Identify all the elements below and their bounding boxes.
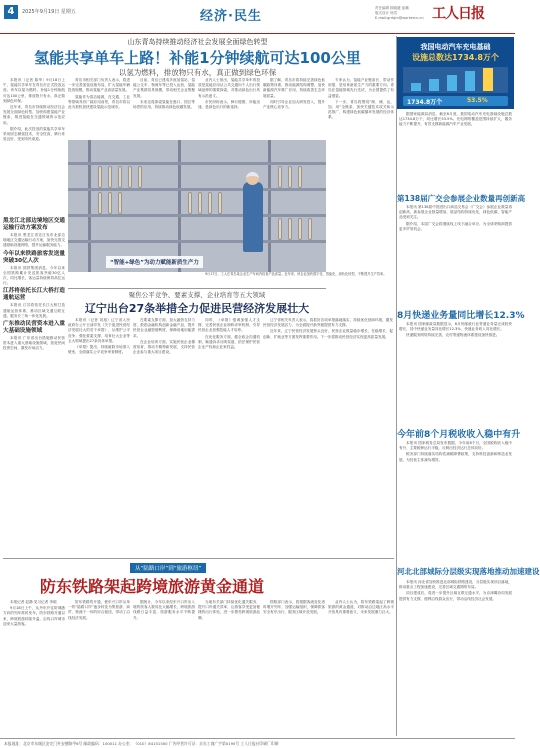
right-news-column-1: 本报讯 第138届中国进出口商品交易会（广交会）参展企业数量再创新高，新参展企业数量增加，展品结构持续优化，绿色低碳、智能产品受到关注。 据介绍，本届广交会将继续线上线下融合举办，为全球采购商提供更多贸易机会。 xyxy=(399,205,512,231)
brief-title: 今年以来铁路旅客发送量突破30亿人次 xyxy=(3,250,65,264)
right-news-column-0: 据国家能源局消息，截至8月底，我国电动汽车充电基础设施总数达1734.8万个，同比增长53.5%。充电网络覆盖范围持续扩大，服务能力不断提升，有效支撑新能源汽车产业发展。 xyxy=(399,112,512,127)
photo-caption-tag: “智能+绿色”为动力赋能新质生产力 xyxy=(106,256,203,268)
railway-column-3: 据统计，今年以来经东兴口岸出入境的旅客人数同比大幅增长，跨境旅游线路日益丰富，旅游服务水平不断提升。 xyxy=(133,600,195,620)
ad-badge xyxy=(403,96,508,106)
lead-subhead: 以氢为燃料，排放物只有水，真正做到绿色环保 xyxy=(118,68,277,77)
designer-line: 版式设计 杨雪 xyxy=(375,11,398,15)
liaoning-column-3: 同时，《举措》强调加强人才支撑，完善民营企业职称评审机制，引导民营企业加强技能人才培养。 在优化服务方面，健全政企沟通机制，畅通诉求反映渠道，依法保护民营企业产权和企业家权益。 xyxy=(198,318,260,350)
right-news-title-4: 河北北部城际分层级实现落地推动加速建设 xyxy=(397,567,540,576)
photo-caption: 9月17日，工人在青岛某企业生产车间内检查产品质量。近年来，该企业加快数字化、智能化、绿色化转型，不断提升生产效率。 xyxy=(205,272,387,276)
brief-title: 黑龙江北部边境地区交通运输行动方案发布 xyxy=(3,218,65,231)
issue-date: 2025年9月19日 星期五 xyxy=(22,9,76,15)
editor-line: 责任编辑 顾晓婕 崔鹏 xyxy=(375,6,409,10)
newspaper-logo: 工人日报 xyxy=(432,6,484,22)
liaoning-column-4: 辽宁省相关负责人表示，将抓好各项举措落地落实，持续优化营商环境，激发民营经济发展活力，为全面振兴新突破提供有力支撑。 近年来，辽宁民营经济发展势头良好，民营企业数量稳步增长，在稳增长、促创新、扩就业等方面发挥重要作用。下一步将推动民营经济实现更高质量发展。 xyxy=(263,318,393,339)
ad-badge-value: 1734.8万个 xyxy=(407,99,443,106)
lead-column-3: 目前，青岛已建成多座加氢站，氢能公交车、物流车等已投入运营，氢能产业集群初具规模，带动相关企业集聚发展。 未来还将探索氢能在港口、园区等场景的应用，持续推动绿色低碳发展。 xyxy=(133,78,195,110)
railway-column-4: 当地有关部门持续优化通关服务，提升口岸通关效率，让游客享受更加便捷的出行体验，进一步擦亮跨境旅游品牌。 xyxy=(198,600,260,620)
ad-subtitle: 设施总数达1734.8万个 xyxy=(412,53,499,62)
liaoning-column-1: 本报讯（记者 刘旭）辽宁省人民政府办公厅日前印发《关于促进民营经济发展壮大的若干举措》，从维护公平竞争、强化要素支撑、培育壮大企业等五大领域提出27条具体举措。 《举措》提出，持续破除市场准入壁垒，全面落实公平竞争审查制度。 xyxy=(68,318,130,355)
railway-column-6: 业内人士认为，防东铁路架起了跨境旅游的黄金通道，对推动沿边地区高水平开放具有重要意义，未来发展潜力巨大。 xyxy=(328,600,394,615)
masthead xyxy=(0,0,515,34)
railway-column-5: 铁路部门表示，将根据客流变化适时增开列车，加强运输组织，保障旅客安全有序出行，服务区域开放发展。 xyxy=(263,600,325,615)
email-line: E-mail:grrbjm@workercn.cn xyxy=(375,16,424,20)
liaoning-headline: 辽宁出台27条举措全力促进民营经济发展壮大 xyxy=(84,302,310,315)
ad-title: 我国电动汽车充电基础 xyxy=(420,43,491,51)
right-news-title-3: 今年前8个月税收收入稳中有升 xyxy=(397,430,521,440)
liaoning-kicker: 聚焦公平竞争、要素支撑、企业培育等五大领域 xyxy=(128,291,266,299)
right-news-column-2: 本报讯 国家邮政局数据显示，8月份邮政行业寄递业务量完成较快增长，其中快递业务量同比增长12.3%，快递业务收入同比增长。 快递服务网络持续完善，农村寄递物流体系建设加快推进。 xyxy=(399,322,512,338)
right-news-column-3: 本报讯 国家税务总局发布数据，今年前8个月，全国税收收入稳中有升，主要税种运行平稳，反映出经济运行总体向好。 税务部门持续落实结构性减税降费政策，支持科技创新和制造业发展，为经营主体减负增效。 xyxy=(399,441,512,462)
left-briefs-column: 黑龙江北部边境地区交通运输行动方案发布 本报讯 黑龙江省近日发布北部边境地区交通运输行动方案，加快完善交通基础设施网络，提升运输服务能力。 今年以来铁路旅客发送量突破30亿人次 本报讯 国铁集团消息，今年以来全国铁路累计发送旅客突破30亿人次，同比增长，客运量持续保持高位运行。 江苏将依托长江大桥打造通航运营 本报讯 江苏将依托长江大桥打造通航运营体系，推动区域交通互联互通，服务长三角一体化发展。 广东推动民营资本进入重大基础设施领域 本报讯 广东省出台措施推动民营资本进入重大基础设施领域，拓宽民间投资空间，激发市场活力。 xyxy=(3,218,65,351)
lead-column-1: 本报讯（记者 陈华）9月18日上午，氢能共享单车在青岛市正式投放运营。该车以氢为燃料，补能1分钟续航可达100公里，排放物只有水，真正做到绿色环保。 近年来，青岛市持续推动经济社会发展全面绿色转型，加快构建氢能产业链条，推进氢能在交通领域的示范应用。 据介绍，此次投放的氢能共享单车采用固态储氢技术，安全性高，骑行体验良好，受到市民欢迎。 xyxy=(3,78,65,142)
lead-column-4: 业内人士指出，氢能共享单车的投放是氢能应用从公共交通向个人出行领域延伸的重要探索，对推动绿色出行具有示范意义。 市民纷纷表示，骑行便捷、补能迅速，是绿色出行的新选择。 xyxy=(198,78,260,110)
section-title: 经济·民生 xyxy=(200,9,262,24)
lead-column-6: 专家认为，氢能产业链条长、带动作用强，是培育新质生产力的重要方向。青岛在氢能领域先行先试，为全国提供了有益借鉴。 下一步，青岛将围绕“制、储、运、加、用”全链条，加快关键技术攻关和示范推广，构建绿色低碳循环发展的经济体系。 xyxy=(328,78,394,120)
worker-figure xyxy=(243,182,263,252)
brief-title: 广东推动民营资本进入重大基础设施领域 xyxy=(3,321,65,335)
brief-title: 江苏将依托长江大桥打造通航运营 xyxy=(3,288,65,302)
worker-head xyxy=(246,172,259,185)
railway-column-2: 防东铁路的开通，使东兴口岸从单一的“陆路口岸”逐步转变为集旅游、商贸、物流于一体的综合枢纽，带动了沿线经济发展。 xyxy=(68,600,130,620)
ad-chart-area xyxy=(403,67,508,93)
ev-charging-ad xyxy=(397,37,514,109)
right-news-title-1: 第138届广交会参展企业数量再创新高 xyxy=(397,194,526,203)
lead-photo xyxy=(68,140,326,272)
editor-info xyxy=(375,6,424,21)
right-news-column-4: 本报讯 河北省加快推进北部城际铁路建设，分层级实现项目落地，推动重点工程加速建设，完善区域交通网络布局。 项目建成后，将进一步提升区域互联互通水平，为京津冀协同发展提供有力支撑，便利沿线群众出行，带动沿线经济社会发展。 xyxy=(399,580,512,601)
lead-kicker: 山东青岛持续推动经济社会发展全面绿色转型 xyxy=(127,38,268,46)
right-news-title-2: 8月快递业务量同比增长12.3% xyxy=(397,311,525,321)
lead-column-5: 据了解，青岛市将持续完善绿色低碳政策体系，推动能源结构调整，加快新能源汽车推广应用，持续改善生态环境质量。 同时引导企业加大研发投入，提升产业核心竞争力。 xyxy=(263,78,325,110)
railway-column-1: 本报记者 赵静 见习记者 李硕 9月18日上午，从丹东开往防城港方向的列车准时发车。防东铁路开通以来，跨境旅游持续升温，沿线口岸城市迎来大量游客。 xyxy=(3,600,65,626)
liaoning-column-2: 在要素支撑方面，加大融资支持力度，鼓励金融机构创新金融产品，提升民营企业融资便利度，保障用地用能需求。 在企业培育方面，实施民营企业梯度培育，推动专精特新发展，支持民营企业参与重大项目建设。 xyxy=(133,318,195,355)
lead-headline: 氢能共享单车上路！补能1分钟续航可达100公里 xyxy=(34,49,361,67)
page-number: 4 xyxy=(4,5,18,19)
ad-badge-pct: 53.5% xyxy=(467,97,488,104)
page-footer: 本报地址：北京市东城区安定门外安德路甲6号 邮政编码：100011 办公室：（010）84151500 广告经营许可证：京东工商广字第0195号 工人日报社印刷厂印刷 xyxy=(0,738,515,748)
lead-column-2: 青岛市相关部门负责人表示，将进一步完善加氢设施布局，扩大氢能车辆投放规模，推动氢能产业高质量发展。 氢能作为清洁能源，在交通、工业等领域具有广阔应用前景，青岛市将以此为契机加快建设氢能示范城市。 xyxy=(68,78,130,110)
railway-ribbon: 从“陆路口岸”到“旅游枢纽” xyxy=(130,563,206,573)
railway-headline: 防东铁路架起跨境旅游黄金通道 xyxy=(40,577,265,596)
